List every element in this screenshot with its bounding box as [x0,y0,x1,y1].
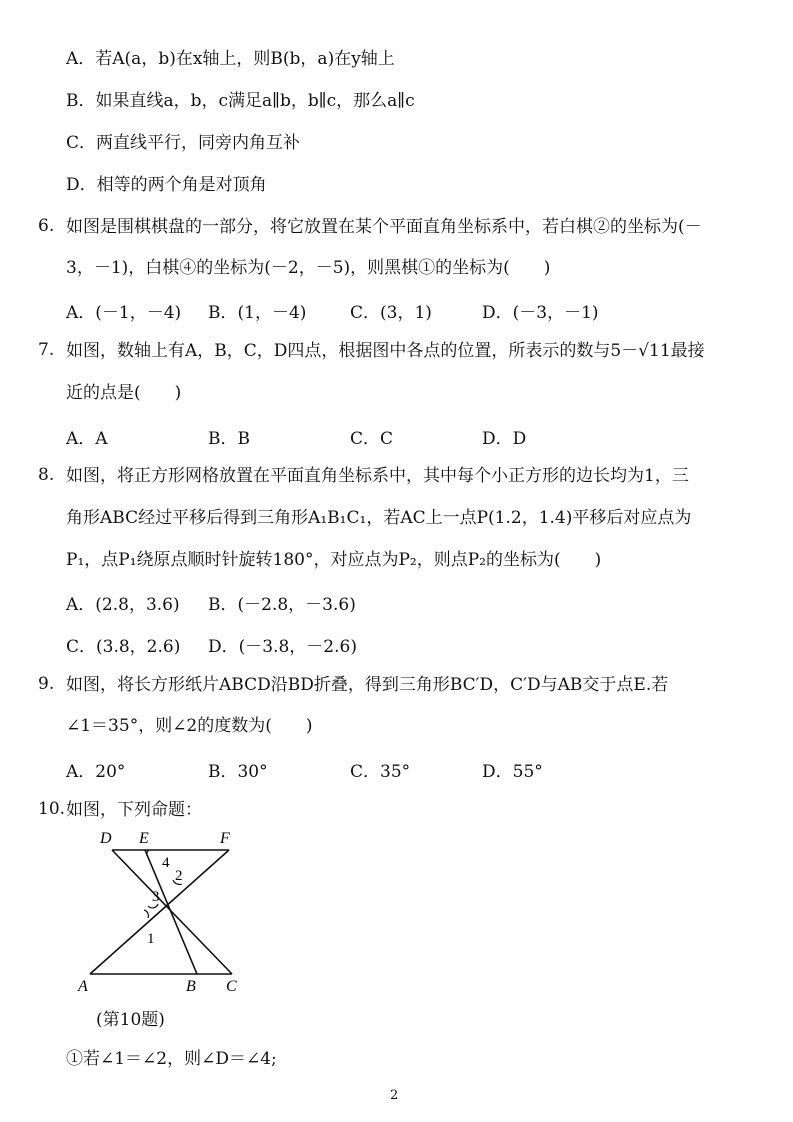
q8-stem-line1: 如图，将正方形网格放置在平面直角坐标系中，其中每个小正方形的边长均为1，三 [66,466,689,486]
q10-figure-svg [72,826,242,996]
label-a: A [78,978,88,995]
q7-stem-line1: 如图，数轴上有A，B，C，D四点，根据图中各点的位置，所表示的数与5－√11最接 [66,341,705,361]
q9-option-c: C．35° [350,762,411,782]
q9-option-d: D．55° [482,762,543,782]
q6-option-a: A．(－1，－4) [66,303,182,323]
angle-label-4: 4 [162,855,170,871]
q9-option-a: A．20° [66,762,126,782]
q10-number: 10. [38,799,66,819]
q9-stem-line1: 如图，将长方形纸片ABCD沿BD折叠，得到三角形BC′D，C′D与AB交于点E.若 [66,675,669,695]
q6-stem-line1: 如图是围棋棋盘的一部分，将它放置在某个平面直角坐标系中，若白棋②的坐标为(－ [66,217,702,237]
label-f: F [220,830,230,847]
q9-number: 9. [38,674,55,694]
q8-stem-line2: 角形ABC经过平移后得到三角形A₁B₁C₁，若AC上一点P(1.2，1.4)平移后对应点为 [66,508,692,528]
q9-stem-line2: ∠1＝35°，则∠2的度数为( ) [66,716,313,736]
angle-label-3: 3 [152,889,160,905]
q8-option-d: D．(－3.8，－2.6) [208,637,357,657]
label-e: E [139,830,149,847]
label-c: C [226,978,237,995]
angle-label-1: 1 [147,931,155,947]
angle-1-arc [144,910,148,918]
q7-option-c: C．C [350,429,394,449]
q10-figure-caption: (第10题) [96,1010,165,1030]
q7-option-d: D．D [482,429,527,449]
line-af [90,850,229,974]
q6-number: 6. [38,216,55,236]
q7-option-b: B．B [208,429,250,449]
q8-option-a: A．(2.8，3.6) [66,595,180,615]
q7-number: 7. [38,340,55,360]
q6-option-c: C．(3，1) [350,303,432,323]
q5-option-b: B．如果直线a，b，c满足a∥b，b∥c，那么a∥c [66,91,415,111]
q5-option-a: A．若A(a，b)在x轴上，则B(b，a)在y轴上 [66,49,395,69]
q10-item-1: ①若∠1＝∠2，则∠D＝∠4; [66,1049,277,1069]
line-dc [112,850,232,974]
q5-option-d: D．相等的两个角是对顶角 [66,175,267,195]
q10-figure [72,826,242,996]
q6-option-b: B．(1，－4) [208,303,307,323]
page-number: 2 [390,1088,399,1103]
q8-option-c: C．(3.8，2.6) [66,637,181,657]
q8-option-b: B．(－2.8，－3.6) [208,595,356,615]
q6-option-d: D．(－3，－1) [482,303,599,323]
q9-option-b: B．30° [208,762,268,782]
label-d: D [100,830,112,847]
q10-stem-line1: 如图，下列命题： [66,800,202,820]
q7-option-a: A．A [66,429,108,449]
q8-stem-line3: P₁，点P₁绕原点顺时针旋转180°，对应点为P₂，则点P₂的坐标为( ) [66,550,602,570]
label-b: B [186,978,196,995]
q5-option-c: C．两直线平行，同旁内角互补 [66,133,301,153]
q6-stem-line2: 3，－1)，白棋④的坐标为(－2，－5)，则黑棋①的坐标为( ) [66,258,551,278]
q7-stem-line2: 近的点是( ) [66,383,182,403]
angle-label-2: 2 [175,868,183,884]
line-eb [145,850,197,974]
q8-number: 8. [38,465,55,485]
